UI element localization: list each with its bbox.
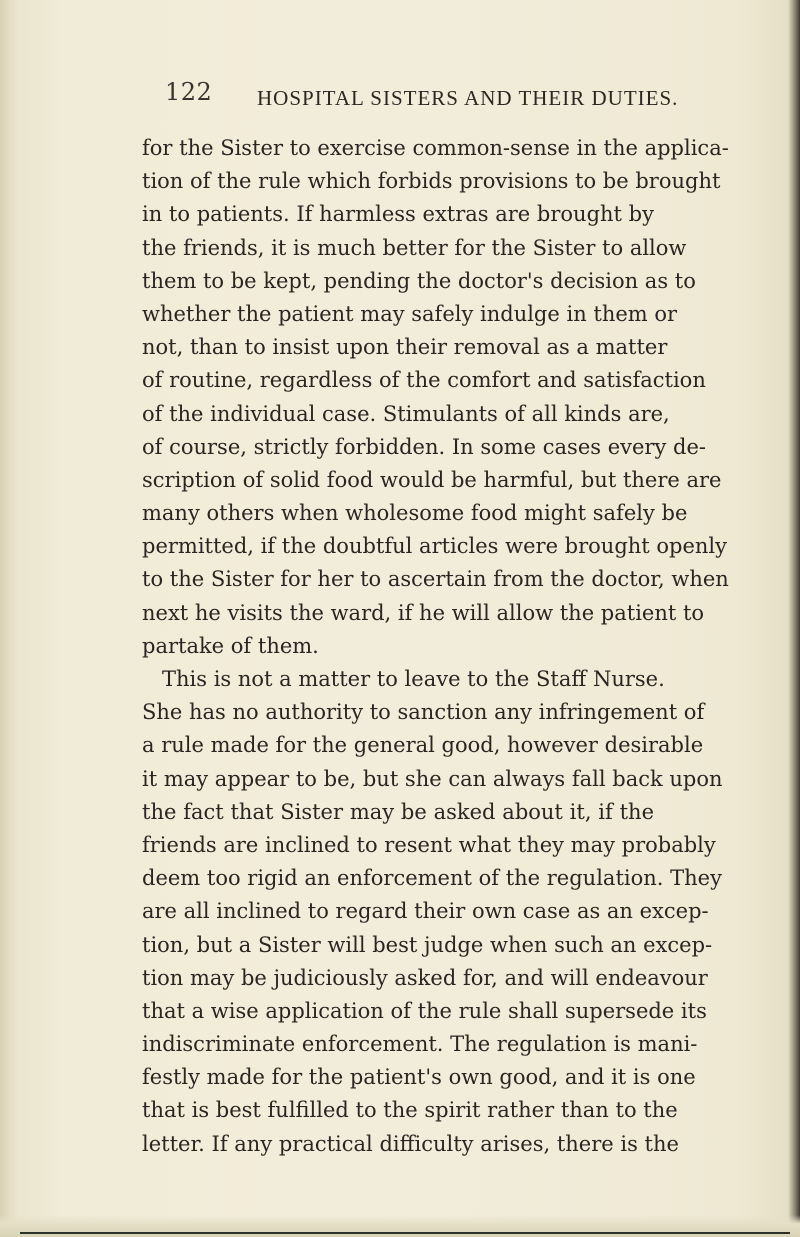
text-line: not, than to insist upon their removal as a matter <box>142 335 668 360</box>
text-line: are all inclined to regard their own case as an excep- <box>142 899 709 924</box>
text-line: tion of the rule which forbids provisions to be brought <box>142 169 721 194</box>
text-line: that a wise application of the rule shall supersede its <box>142 998 707 1023</box>
text-line: festly made for the patient's own good, and it is one <box>142 1065 696 1090</box>
page-edge-shadow <box>788 0 800 1237</box>
running-title: HOSPITAL SISTERS AND THEIR DUTIES. <box>257 86 679 110</box>
text-line: in to patients. If harmless extras are brought by <box>142 202 654 227</box>
text-line: the fact that Sister may be asked about it, if the <box>142 799 654 824</box>
paragraph-end-line: partake of them. <box>142 633 319 658</box>
page-bottom-border <box>20 1232 790 1234</box>
text-line: of the individual case. Stimulants of all kinds are, <box>142 401 670 426</box>
body-text <box>142 132 729 1161</box>
paragraph-start-line: This is not a matter to leave to the Staff Nurse. <box>162 667 665 691</box>
page-header <box>165 78 679 118</box>
text-line: letter. If any practical difficulty arises, there is the <box>142 1131 679 1156</box>
text-line: many others when wholesome food might safely be <box>142 501 688 526</box>
text-line: permitted, if the doubtful articles were brought openly <box>142 534 728 559</box>
text-line: it may appear to be, but she can always fall back upon <box>142 766 723 791</box>
text-line: whether the patient may safely indulge in them or <box>142 301 678 326</box>
text-line: a rule made for the general good, however desirable <box>142 733 704 758</box>
text-line: scription of solid food would be harmful, but there are <box>142 467 722 492</box>
text-line: of routine, regardless of the comfort and satisfaction <box>142 368 706 393</box>
page-gutter-shadow <box>0 0 18 1237</box>
text-line: them to be kept, pending the doctor's decision as to <box>142 268 696 293</box>
text-line: friends are inclined to resent what they may probably <box>142 832 716 857</box>
text-line: of course, strictly forbidden. In some cases every de- <box>142 434 706 459</box>
text-line: the friends, it is much better for the Sister to allow <box>142 235 687 260</box>
text-line: for the Sister to exercise common-sense in the applica- <box>142 136 729 160</box>
page-number: 122 <box>165 78 213 106</box>
text-line: deem too rigid an enforcement of the regulation. They <box>142 866 722 891</box>
text-line: tion may be judiciously asked for, and will endeavour <box>142 965 708 990</box>
text-line: tion, but a Sister will best judge when such an excep- <box>142 932 713 957</box>
text-line: that is best fulfilled to the spirit rather than to the <box>142 1098 678 1123</box>
text-line: next he visits the ward, if he will allow the patient to <box>142 600 705 625</box>
text-line: indiscriminate enforcement. The regulation is mani- <box>142 1032 698 1057</box>
text-line: She has no authority to sanction any infringement of <box>142 700 705 725</box>
text-line: to the Sister for her to ascertain from the doctor, when <box>142 567 729 592</box>
